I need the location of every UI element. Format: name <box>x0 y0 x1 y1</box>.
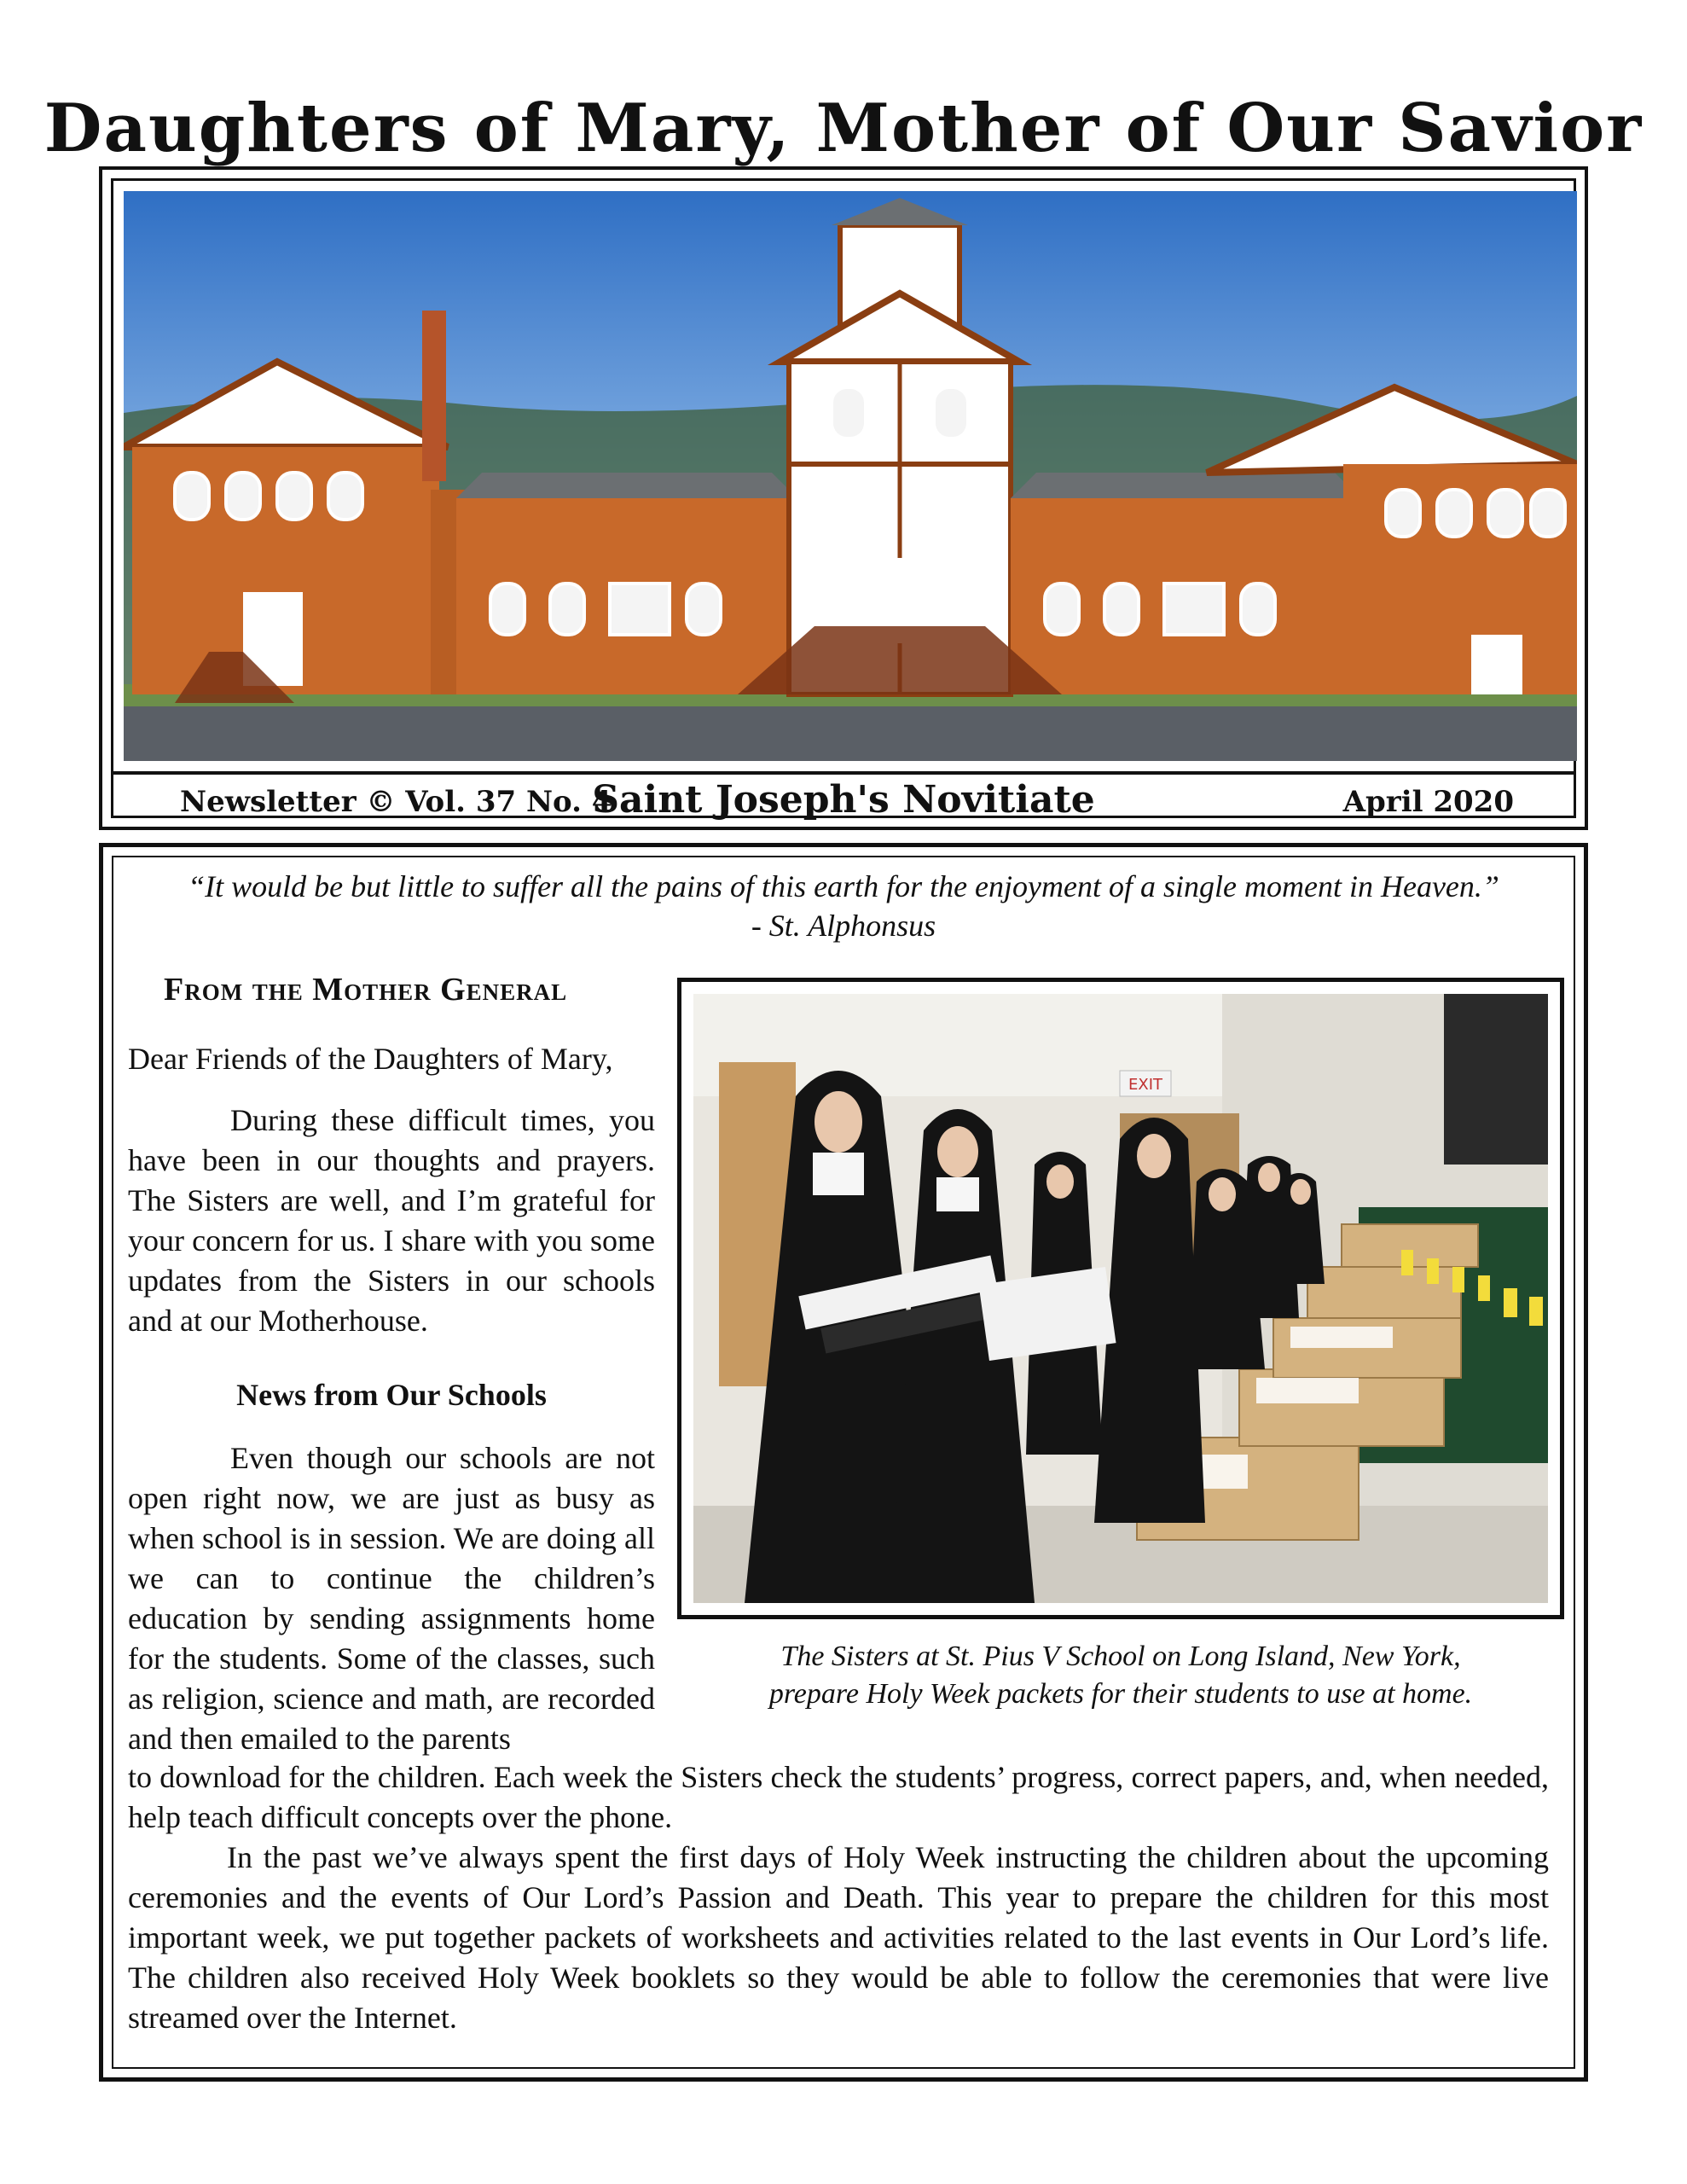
paragraph-holy-week: In the past we’ve always spent the first days of Holy Week instructing the children about the upcoming ceremonies and the events of Our Lord’s Passion and Death. This year to prepare the children for this most important week, we put together packets of worksheets and activities related to the last events in Our Lord’s life. The children also received Holy Week booklets so they would be able to follow the ceremonies that were live streamed over the Internet. <box>128 1840 1549 2035</box>
photo-caption-line2: prepare Holy Week packets for their students to use at home. <box>768 1678 1473 1710</box>
banner-divider <box>113 771 1574 775</box>
photo-caption-line1: The Sisters at St. Pius V School on Long Island, New York, <box>780 1641 1461 1672</box>
quote-text: “It would be but little to suffer all the pains of this earth for the enjoyment of a single moment in Heaven.” <box>188 869 1499 903</box>
banner-info-bar <box>113 778 1574 822</box>
letter-greeting: Dear Friends of the Daughters of Mary, <box>128 1042 613 1076</box>
paragraph-schools-continued: to download for the children. Each week the Sisters check the students’ progress, correct papers, and, when needed, help teach difficult concepts over the phone. <box>128 1760 1549 1834</box>
masthead-title: Daughters of Mary, Mother of Our Savior <box>43 90 1644 167</box>
issue-date: April 2020 <box>1342 785 1514 819</box>
sisters-photo <box>693 994 1548 1603</box>
banner-inner-frame <box>111 178 1576 822</box>
paragraph-intro: During these difficult times, you have been in our thoughts and prayers. The Sisters are well, and I’m grateful for your concern for us. I share with you some updates from the Sisters in our schools and at our Motherhouse. <box>128 1103 655 1338</box>
sisters-photo-frame <box>677 978 1564 1619</box>
masthead-banner <box>99 166 1588 830</box>
exit-sign: EXIT <box>1128 1076 1163 1094</box>
quote-attribution: - St. Alphonsus <box>751 909 936 943</box>
novitiate-building-photo <box>124 191 1577 761</box>
novitiate-name: Saint Joseph's Novitiate <box>592 778 1095 822</box>
newsletter-volume-label: Newsletter © Vol. 37 No. 4 <box>180 785 612 819</box>
section-heading: From the Mother General <box>164 972 568 1008</box>
paragraph-schools-column: Even though our schools are not open right now, we are just as busy as when school is in session. We are doing all we can to continue the children’s education by sending assignments home for the students. Some of the classes, such as religion, science and math, are recorded and then emailed to the parents <box>128 1441 655 1756</box>
subheading-schools: News from Our Schools <box>236 1378 547 1412</box>
